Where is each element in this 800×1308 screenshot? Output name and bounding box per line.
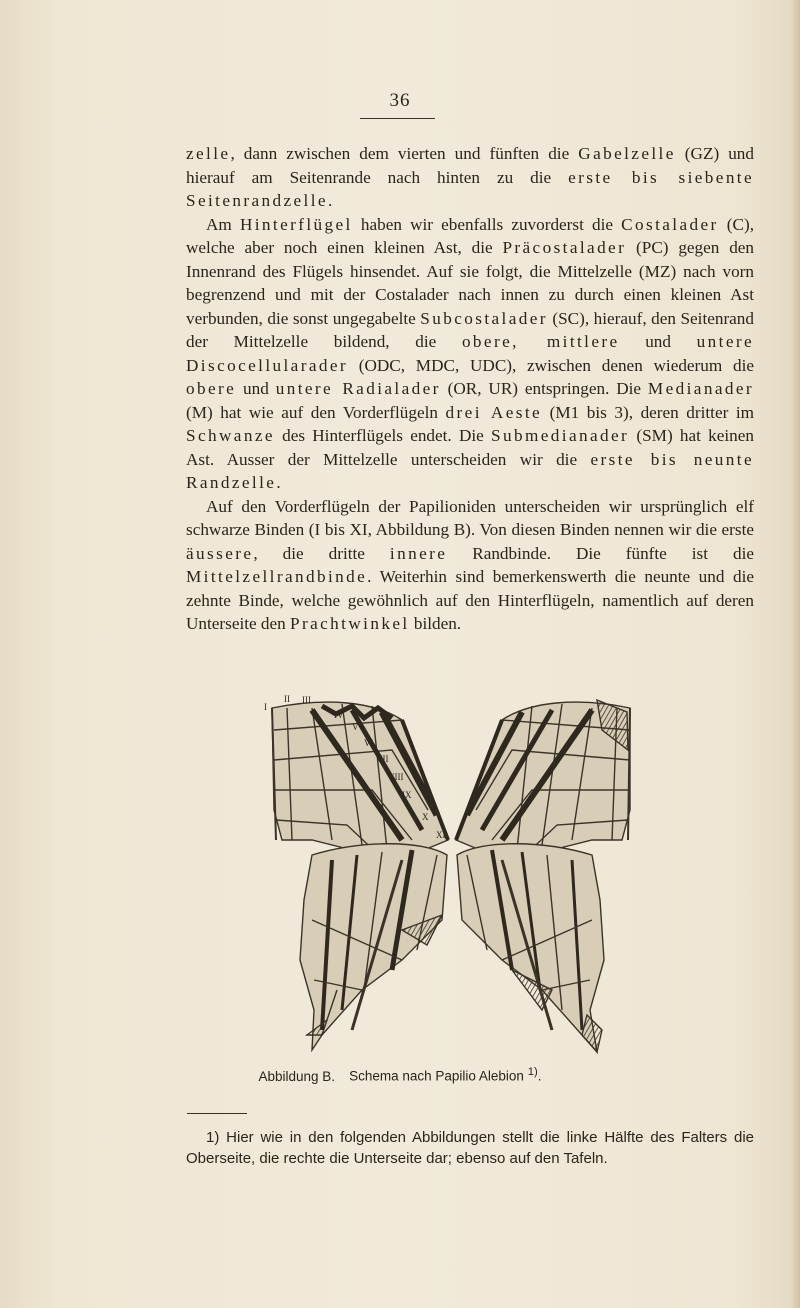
text-run: bilden. — [409, 614, 462, 633]
spaced-term: Submedianader — [491, 426, 630, 445]
caption-text: Schema nach Papilio Alebion — [349, 1068, 524, 1084]
spaced-term: Prachtwinkel — [290, 614, 410, 633]
spaced-term: Subcostalader — [420, 308, 548, 328]
footnote-mark: 1) — [206, 1129, 220, 1146]
page-number-underline — [360, 118, 435, 119]
spaced-term: Mittelzellrandbinde — [186, 567, 368, 586]
band-label-xi: XI — [436, 830, 446, 840]
spaced-term: untere Discocellularader — [186, 332, 754, 375]
text-run: Randbinde. Die fünfte ist die — [447, 543, 754, 563]
caption-footnote-ref: 1) — [527, 1066, 538, 1078]
text-run: . Weiterhin sind bemerkenswerth die neunte und die zehnte Binde, welche gewöhnlich auf den Hinterflügeln, namentlich auf deren Unterseite den — [186, 567, 754, 633]
page-edge-shadow — [790, 0, 800, 1308]
paragraph — [186, 213, 754, 495]
spaced-term: Gabelzelle — [578, 144, 676, 163]
text-run: (GZ) und hierauf am Seitenrande nach hinten zu die — [186, 144, 754, 187]
band-label-x: X — [422, 812, 429, 822]
text-run: (SM) hat keinen Ast. Ausser der Mittelzelle unterscheiden wir die — [186, 426, 754, 469]
footnote-text: Hier wie in den folgenden Abbildungen stellt die linke Hälfte des Falters die Oberseite, die rechte die Unterseite dar; ebenso auf den Tafeln. — [186, 1129, 754, 1167]
band-label-viii: VIII — [388, 772, 404, 782]
band-label-v: V — [352, 722, 359, 732]
left-hindwing — [300, 844, 447, 1050]
band-label-iii: III — [302, 695, 311, 705]
band-label-iv: IV — [334, 710, 344, 720]
figure-caption — [0, 1066, 800, 1084]
spaced-term: erste bis siebente Seitenrandzelle — [186, 167, 755, 210]
text-run: haben wir ebenfalls zuvorderst die — [352, 214, 622, 234]
text-run: (OR, UR) entspringen. Die — [440, 379, 648, 398]
butterfly-wing-schema-figure — [252, 690, 652, 1062]
right-hindwing — [457, 844, 604, 1052]
left-forewing — [272, 702, 448, 865]
footnote — [186, 1127, 754, 1169]
spaced-term: Schwanze — [186, 426, 275, 445]
band-label-vii: VII — [376, 754, 389, 764]
text-run: (PC) gegen den Innenrand des Flügels hinsendet. Auf sie folgt, die Mittelzelle (MZ) nach vorn begrenzend und mit der Costalader nach innen zu durch einen kleinen Ast verbunden, die sonst ungegabelte — [186, 238, 755, 328]
text-run: und — [619, 332, 697, 351]
caption-label: Abbildung B. — [258, 1068, 336, 1084]
body-text — [186, 142, 754, 636]
spaced-term: obere — [186, 379, 237, 398]
paragraph — [186, 142, 754, 213]
text-run: (SC), hierauf, den Seitenrand der Mittelzelle bildend, die — [186, 308, 754, 351]
text-run: (C), welche aber noch einen kleinen Ast, die — [186, 214, 755, 257]
spaced-term: zelle — [186, 144, 231, 163]
spaced-term: Medianader — [647, 379, 754, 398]
spaced-term: erste bis neunte Randzelle — [186, 449, 754, 492]
band-label-i: I — [264, 702, 267, 712]
text-run: , dann zwischen dem vierten und fünften die — [230, 144, 579, 163]
band-label-vi: VI — [364, 738, 374, 748]
text-run: . — [327, 191, 333, 210]
spaced-term: untere Radialader — [275, 379, 441, 398]
text-run: . — [276, 473, 281, 492]
text-run: des Hinterflügels endet. Die — [274, 426, 492, 445]
text-run: (ODC, MDC, UDC), zwischen denen wiederum die — [348, 355, 754, 375]
text-run: , die dritte — [253, 543, 390, 563]
spaced-term: Präcostalader — [502, 238, 627, 257]
text-run: und — [236, 379, 276, 398]
spaced-term: äussere — [186, 543, 254, 563]
band-label-ii: II — [284, 694, 290, 704]
spaced-term: obere, mittlere — [461, 332, 620, 351]
text-run: Auf den Vorderflügeln der Papilioniden unterscheiden wir ursprünglich elf schwarze Binden (I bis XI, Abbildung B). Von diesen Binden nennen wir die erste — [186, 496, 754, 539]
spaced-term: drei Aeste — [445, 402, 543, 422]
page-number: 36 — [389, 90, 411, 111]
text-run: (M1 bis 3), deren dritter im — [542, 402, 755, 422]
footnote-separator — [187, 1113, 247, 1114]
spaced-term: innere — [389, 543, 448, 563]
caption-end: . — [537, 1068, 542, 1084]
text-run: (M) hat wie auf den Vorderflügeln — [186, 402, 446, 422]
spaced-term: Hinterflügel — [239, 214, 353, 234]
band-label-ix: IX — [402, 790, 412, 800]
right-forewing — [456, 700, 630, 865]
spaced-term: Costalader — [621, 214, 719, 234]
paragraph — [186, 495, 754, 636]
text-run: Am — [206, 214, 240, 234]
